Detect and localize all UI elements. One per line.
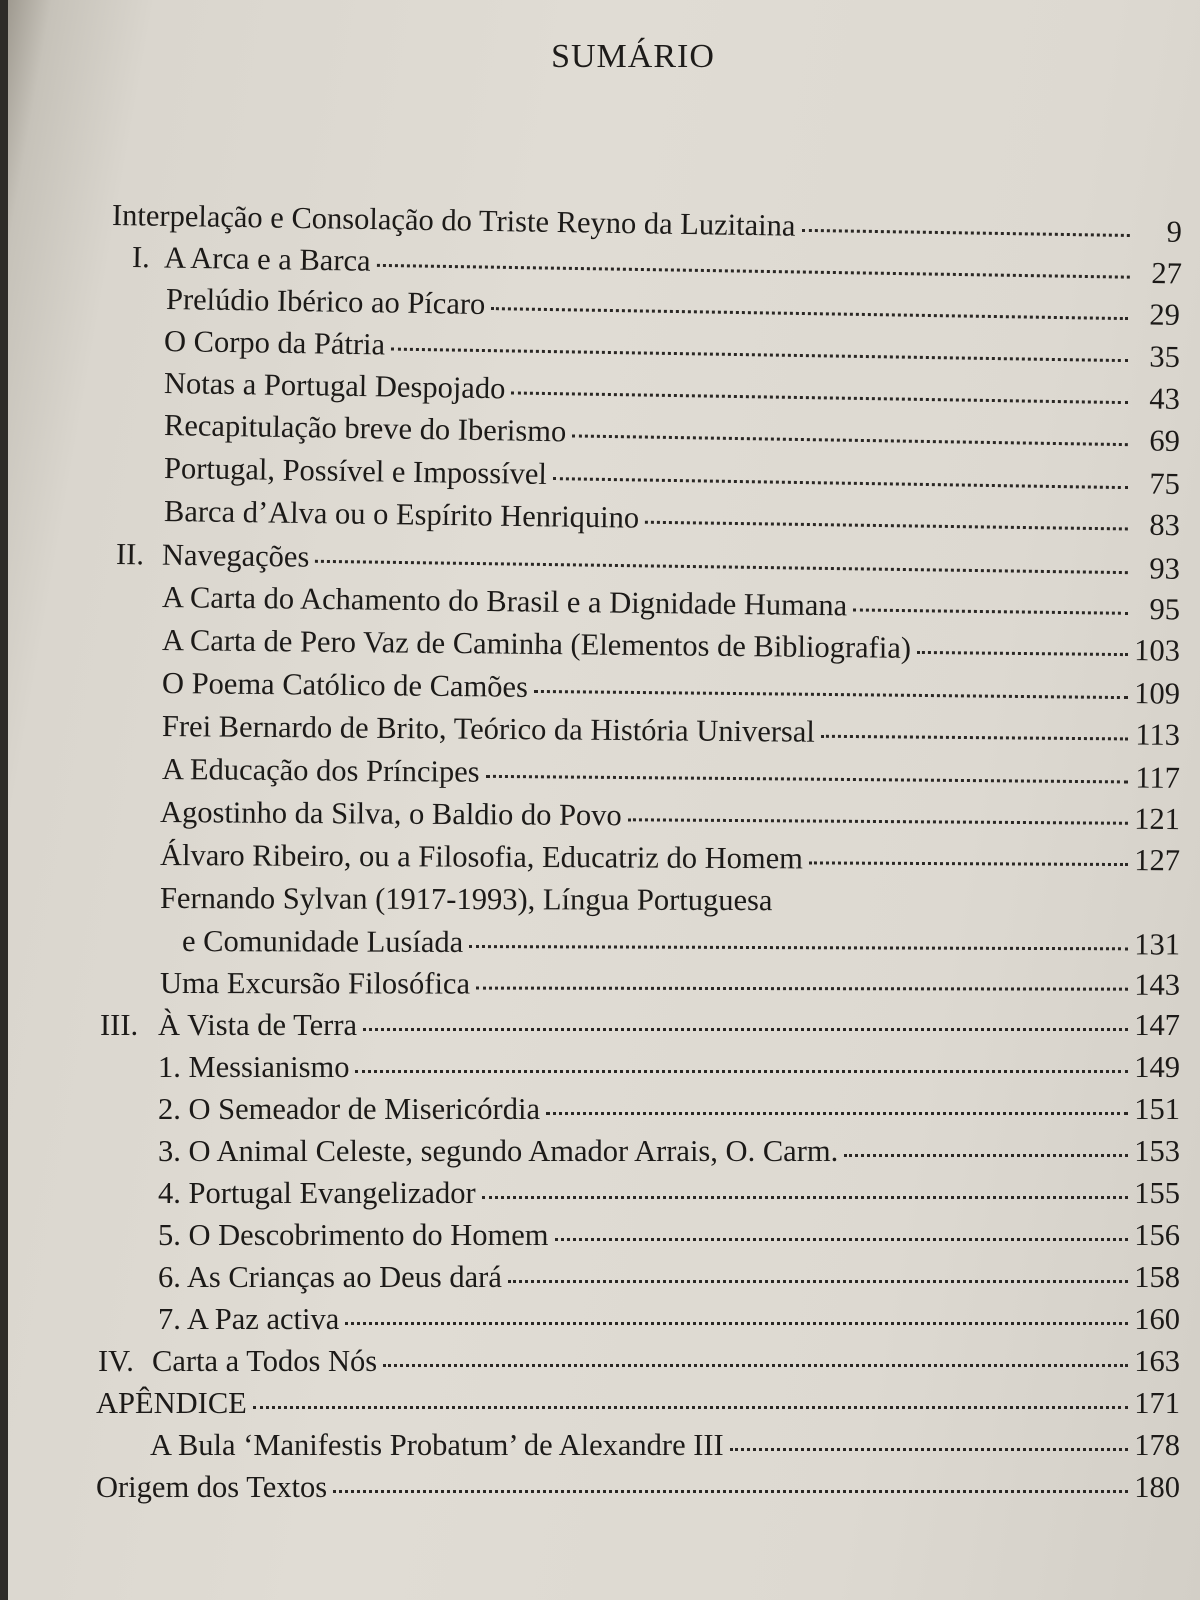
dot-leader bbox=[476, 986, 1128, 991]
dot-leader bbox=[628, 817, 1128, 824]
toc-entry-title: Uma Excursão Filosófica bbox=[159, 966, 471, 1001]
toc-entry-page: 43 bbox=[1149, 381, 1181, 416]
toc-entry bbox=[160, 881, 1180, 923]
toc-entry-title: Agostinho da Silva, o Baldio do Povo bbox=[159, 795, 622, 833]
toc-entry bbox=[158, 1218, 1180, 1256]
dot-leader bbox=[486, 774, 1128, 784]
dot-leader bbox=[383, 1363, 1128, 1367]
dot-leader bbox=[363, 1027, 1128, 1031]
dot-leader bbox=[377, 263, 1130, 279]
toc-entry-title: 1. Messianismo bbox=[158, 1050, 350, 1084]
toc-entry-page: 156 bbox=[1134, 1218, 1180, 1252]
dot-leader bbox=[482, 1195, 1128, 1199]
toc-entry-page: 27 bbox=[1151, 256, 1183, 291]
dot-leader bbox=[844, 1153, 1128, 1157]
toc-entry bbox=[96, 1470, 1180, 1508]
toc-entry-page: 83 bbox=[1149, 507, 1181, 543]
toc-entry bbox=[160, 838, 1180, 881]
toc-entry bbox=[158, 1134, 1180, 1172]
toc-entry-title: À Vista de Terra bbox=[158, 1008, 358, 1042]
toc-entry-page: 153 bbox=[1134, 1134, 1180, 1168]
toc-entry-page: 75 bbox=[1149, 466, 1181, 501]
toc-entry-page: 103 bbox=[1134, 633, 1181, 668]
dot-leader bbox=[853, 607, 1128, 614]
toc-entry-title: Interpelação e Consolação do Triste Reyno da Luzitaina bbox=[111, 198, 796, 243]
toc-entry-page: 29 bbox=[1149, 297, 1181, 332]
toc-entry-title: Navegações bbox=[161, 537, 310, 574]
toc-entry-page: 178 bbox=[1134, 1428, 1180, 1462]
toc-entry-title: A Arca e a Barca bbox=[163, 240, 371, 278]
toc-entry-title: A Bula ‘Manifestis Probatum’ de Alexandre III bbox=[150, 1428, 724, 1462]
toc-entry-title: Barca d’Alva ou o Espírito Henriquino bbox=[163, 494, 640, 535]
toc-part-number: III. bbox=[100, 1008, 139, 1042]
dot-leader bbox=[555, 1237, 1129, 1241]
toc-part-number: IV. bbox=[98, 1344, 134, 1378]
toc-entry-title: A Carta de Pero Vaz de Caminha (Elementos de Bibliografia) bbox=[161, 623, 912, 665]
toc-entry-title: 6. As Crianças ao Deus dará bbox=[158, 1260, 502, 1294]
toc-entry-page: 113 bbox=[1135, 717, 1181, 752]
toc-part-number: I. bbox=[131, 240, 151, 275]
toc-entry bbox=[158, 1260, 1180, 1298]
dot-leader bbox=[355, 1069, 1128, 1073]
dot-leader bbox=[508, 1279, 1128, 1283]
toc-entry bbox=[158, 1302, 1180, 1340]
dot-leader bbox=[730, 1447, 1128, 1451]
dot-leader bbox=[315, 559, 1128, 574]
toc-entry-title: 4. Portugal Evangelizador bbox=[158, 1176, 476, 1210]
toc-entry-page: 158 bbox=[1134, 1260, 1180, 1294]
toc-entry bbox=[162, 709, 1180, 756]
toc-entry bbox=[182, 924, 1180, 965]
toc-entry bbox=[162, 752, 1180, 799]
toc-entry-page: 9 bbox=[1166, 214, 1183, 249]
page-title: SUMÁRIO bbox=[551, 38, 715, 75]
toc-entry-title: Prelúdio Ibérico ao Pícaro bbox=[165, 282, 486, 322]
toc-entry-title: Portugal, Possível e Impossível bbox=[163, 451, 548, 492]
toc-entry-page: 109 bbox=[1134, 676, 1181, 711]
toc-entry bbox=[158, 1050, 1180, 1088]
dot-leader bbox=[917, 650, 1128, 656]
toc-entry-title: A Carta do Achamento do Brasil e a Dignidade Humana bbox=[161, 580, 848, 623]
dot-leader bbox=[491, 306, 1128, 320]
toc-entry-part bbox=[100, 1008, 1180, 1046]
table-of-contents bbox=[8, 0, 1200, 1600]
toc-entry-page: 155 bbox=[1134, 1176, 1180, 1210]
dot-leader bbox=[553, 476, 1128, 489]
toc-entry bbox=[96, 1386, 1180, 1424]
toc-entry-part bbox=[98, 1344, 1180, 1382]
toc-entry-page: 95 bbox=[1149, 592, 1181, 627]
toc-entry-title: 3. O Animal Celeste, segundo Amador Arrais, O. Carm. bbox=[158, 1134, 839, 1168]
dot-leader bbox=[253, 1405, 1128, 1409]
toc-entry-page: 35 bbox=[1149, 339, 1181, 374]
toc-entry-page: 69 bbox=[1149, 423, 1181, 458]
toc-entry-page: 171 bbox=[1134, 1386, 1180, 1420]
dot-leader bbox=[511, 390, 1128, 404]
toc-entry bbox=[162, 623, 1180, 672]
toc-entry-page: 93 bbox=[1149, 551, 1181, 586]
toc-entry-page: 180 bbox=[1134, 1470, 1180, 1504]
toc-entry-title: Fernando Sylvan (1917-1993), Língua Portuguesa bbox=[159, 881, 773, 918]
toc-entry bbox=[160, 795, 1180, 840]
book-page bbox=[8, 0, 1200, 1600]
toc-entry-page: 117 bbox=[1135, 760, 1181, 795]
toc-entry-page: 121 bbox=[1134, 801, 1181, 837]
dot-leader bbox=[391, 347, 1128, 363]
dot-leader bbox=[801, 228, 1130, 237]
dot-leader bbox=[345, 1321, 1128, 1325]
dot-leader bbox=[809, 860, 1128, 866]
toc-entry-page: 127 bbox=[1134, 843, 1181, 878]
toc-entry-title: Carta a Todos Nós bbox=[152, 1344, 378, 1378]
toc-entry-page: 149 bbox=[1134, 1050, 1180, 1084]
dot-leader bbox=[546, 1111, 1128, 1115]
toc-entry-title: Notas a Portugal Despojado bbox=[163, 366, 506, 406]
toc-entry bbox=[150, 1428, 1180, 1466]
toc-entry-page: 160 bbox=[1134, 1302, 1180, 1336]
toc-entry-title: APÊNDICE bbox=[96, 1386, 247, 1420]
toc-entry-page: 131 bbox=[1134, 927, 1181, 962]
dot-leader bbox=[534, 689, 1128, 699]
toc-entry bbox=[160, 966, 1180, 1006]
toc-entry-title: O Poema Católico de Camões bbox=[161, 666, 529, 704]
dot-leader bbox=[333, 1489, 1128, 1493]
toc-entry-page: 151 bbox=[1134, 1092, 1180, 1126]
toc-entry-title: 2. O Semeador de Misericórdia bbox=[158, 1092, 540, 1126]
toc-entry-page: 143 bbox=[1134, 967, 1181, 1002]
toc-entry-title: A Educação dos Príncipes bbox=[161, 752, 480, 789]
toc-entry-title: Origem dos Textos bbox=[96, 1470, 328, 1504]
dot-leader bbox=[821, 734, 1128, 741]
toc-entry-title: Frei Bernardo de Brito, Teórico da História Universal bbox=[161, 709, 816, 749]
toc-part-number: II. bbox=[115, 537, 145, 572]
toc-entry-title: 7. A Paz activa bbox=[158, 1302, 340, 1336]
toc-entry bbox=[162, 666, 1180, 715]
toc-entry-title: Recapitulação breve do Iberismo bbox=[163, 408, 567, 449]
toc-entry-page: 147 bbox=[1134, 1008, 1180, 1042]
toc-entry-page: 163 bbox=[1134, 1344, 1180, 1378]
toc-entry-title: O Corpo da Pátria bbox=[163, 324, 386, 362]
toc-entry-title: e Comunidade Lusíada bbox=[181, 924, 464, 959]
dot-leader bbox=[469, 944, 1128, 950]
toc-entry-title: Álvaro Ribeiro, ou a Filosofia, Educatriz do Homem bbox=[159, 838, 803, 876]
toc-entry-title: 5. O Descobrimento do Homem bbox=[158, 1218, 549, 1252]
dot-leader bbox=[572, 433, 1128, 446]
dot-leader bbox=[645, 520, 1128, 531]
toc-entry bbox=[158, 1092, 1180, 1130]
toc-entry bbox=[158, 1176, 1180, 1214]
